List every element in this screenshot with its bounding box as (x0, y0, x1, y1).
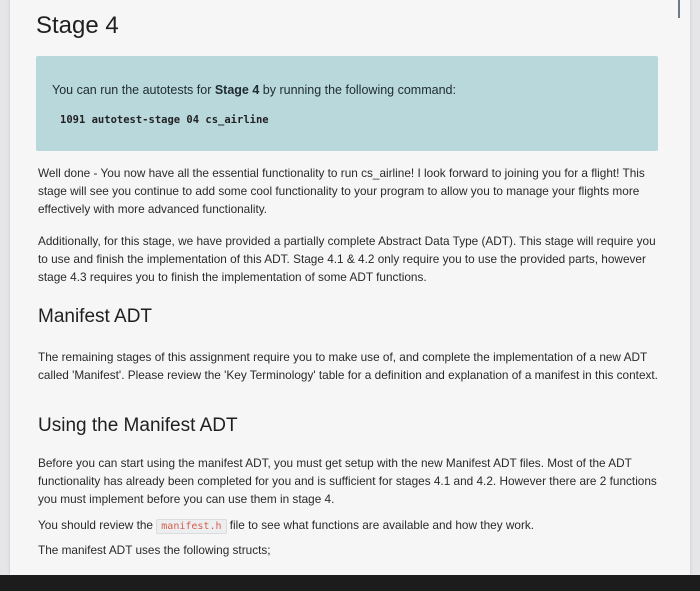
callout-text-bold: Stage 4 (214, 83, 260, 97)
callout-text-suffix: by running the following command: (259, 83, 456, 97)
autotest-callout (36, 56, 658, 151)
document-page (10, 0, 690, 575)
using-manifest-heading: Using the Manifest ADT (38, 415, 238, 436)
page-title: Stage 4 (36, 12, 119, 39)
callout-text (52, 83, 456, 97)
review-line (38, 516, 658, 536)
text-cursor (678, 0, 680, 18)
intro-paragraph-2: Additionally, for this stage, we have provided a partially complete Abstract Data Type (ADT). This stage will require you to use and finish the implementation of this ADT. Stage 4.1 & 4.2 only require you to use the provided parts, however stage 4.3 requires you to finish the implementation of some ADT functions. (38, 234, 656, 284)
callout-text-prefix: You can run the autotests for (52, 83, 215, 97)
autotest-command[interactable]: 1091 autotest-stage 04 cs_airline (60, 114, 269, 126)
structs-line: The manifest ADT uses the following structs; (38, 543, 271, 557)
manifest-adt-body: The remaining stages of this assignment require you to make use of, and complete the implementation of a new ADT called 'Manifest'. Please review the 'Key Terminology' table for a definition and explanation of a manifest in this context. (38, 350, 658, 382)
manifest-h-code: manifest.h (156, 519, 226, 534)
screen-bottom-bar (0, 575, 700, 591)
using-manifest-body: Before you can start using the manifest ADT, you must get setup with the new Manifest ADT files. Most of the ADT functionality has already been completed for you and is sufficient for stages 4.1 and 4.2. However there are 2 functions you must implement before you can use them in stage 4. (38, 456, 657, 506)
intro-paragraph-1: Well done - You now have all the essential functionality to run cs_airline! I look forward to joining you for a flight! This stage will see you continue to add some cool functionality to your program to allow you to manage your flights more effectively with more advanced functionality. (38, 166, 645, 216)
manifest-adt-heading: Manifest ADT (38, 306, 153, 327)
review-prefix: You should review the (38, 518, 157, 532)
review-suffix: file to see what functions are available and how they work. (226, 518, 535, 532)
